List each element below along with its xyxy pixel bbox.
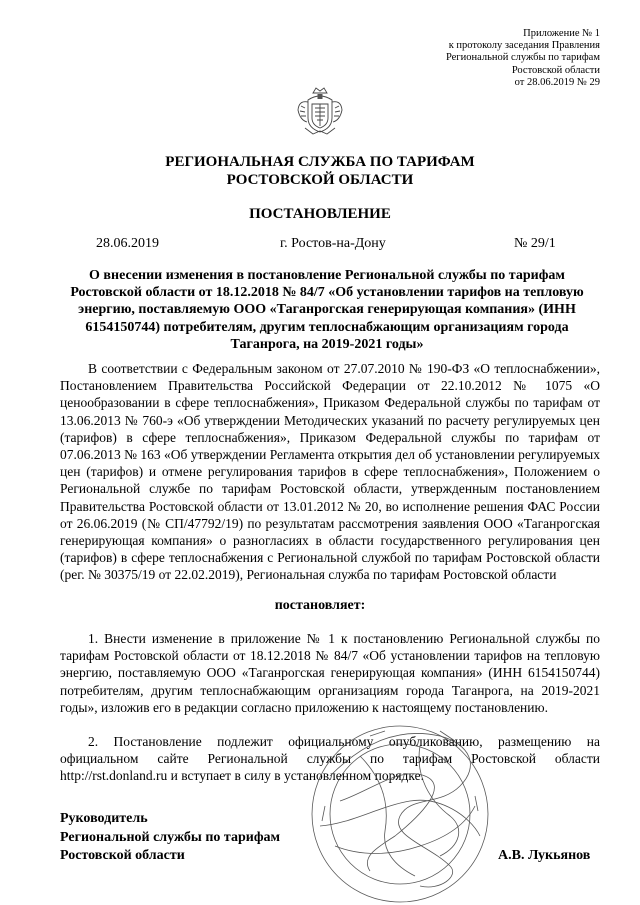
clause-2: 2. Постановление подлежит официальному опубликованию, размещению на официальном сайте Региональной службы по тарифам Ростовской области http://rst.donland.ru и вступает в силу в установленном порядке. [60, 734, 600, 784]
appendix-line: Ростовской области [511, 64, 600, 76]
coat-of-arms-emblem [295, 84, 345, 140]
signer-position-line3: Ростовской области [60, 848, 185, 863]
signature-stamp-mark [300, 706, 500, 905]
document-place: г. Ростов-на-Дону [280, 236, 386, 251]
signer-position [60, 810, 280, 866]
signer-position-line1: Руководитель [60, 811, 148, 826]
signer-name: А.В. Лукьянов [498, 848, 591, 863]
preamble-paragraph: В соответствии с Федеральным законом от 27.07.2010 № 190-ФЗ «О теплоснабжении», Постановлением Правительства Российской Федерации от 22.10.2012 № 1075 «О ценообразовании в сфере теплоснабжения», Приказом Федеральной службы по тарифам от 13.06.2013 № 760-э «Об утверждении Методических указаний по расчету регулируемых цен (тарифов) в сфере теплоснабжения», Приказом Федеральной службы по тарифам от 07.06.2013 № 163 «Об утверждении Регламента открытия дел об установлении регулируемых цен (тарифов) и отмене регулирования тарифов в сфере теплоснабжения», Положением о Региональной службе по тарифам Ростовской области, утвержденным постановлением Правительства Ростовской области от 13.01.2012 № 20, во исполнение решения ФАС России от 26.06.2019 (№ СП/47792/19) по результатам рассмотрения заявления ООО «Таганрогская генерирующая компания» о разногласиях в области государственного регулирования цен (тарифов) в сфере теплоснабжения с Региональной службой по тарифам Ростовской области (рег. № 30375/19 от 22.02.2019), Региональная служба по тарифам Ростовской области [60, 361, 600, 583]
organization-name [0, 154, 640, 189]
appendix-line: Региональной службы по тарифам [445, 52, 600, 64]
appendix-line: к протоколу заседания Правления [448, 40, 600, 52]
decree-word: постановляет: [274, 598, 366, 613]
appendix-line: Приложение № 1 [523, 28, 600, 39]
appendix-note [446, 28, 600, 89]
document-number: № 29/1 [514, 236, 556, 251]
appendix-line: от 28.06.2019 № 29 [514, 76, 600, 88]
org-name-line1: РЕГИОНАЛЬНАЯ СЛУЖБА ПО ТАРИФАМ [165, 154, 475, 170]
document-date: 28.06.2019 [96, 236, 159, 251]
document-type: ПОСТАНОВЛЕНИЕ [249, 206, 391, 222]
org-name-line2: РОСТОВСКОЙ ОБЛАСТИ [226, 171, 414, 188]
signer-position-line2: Региональной службы по тарифам [60, 829, 281, 845]
date-place-number-line [66, 236, 598, 252]
clause-1: 1. Внести изменение в приложение № 1 к постановлению Региональной службы по тарифам Ростовской области от 18.12.2018 № 84/7 «Об установлении тарифов на тепловую энергию, поставляемую ООО «Таганрогская генерирующая компания» (ИНН 6154150744) потребителям, другим теплоснабжающим организациям города Таганрога, на 2019-2021 годы», изложив его в редакции согласно приложению к настоящему постановлению. [60, 631, 600, 715]
document-subject: О внесении изменения в постановление Региональной службы по тарифам Ростовской области от 18.12.2018 № 84/7 «Об установлении тарифов на тепловую энергию, поставляемую ООО «Таганрогская генерирующая компания» (ИНН 6154150744) потребителям, другим теплоснабжающим организациям города Таганрога, на 2019-2021 годы» [70, 268, 584, 352]
